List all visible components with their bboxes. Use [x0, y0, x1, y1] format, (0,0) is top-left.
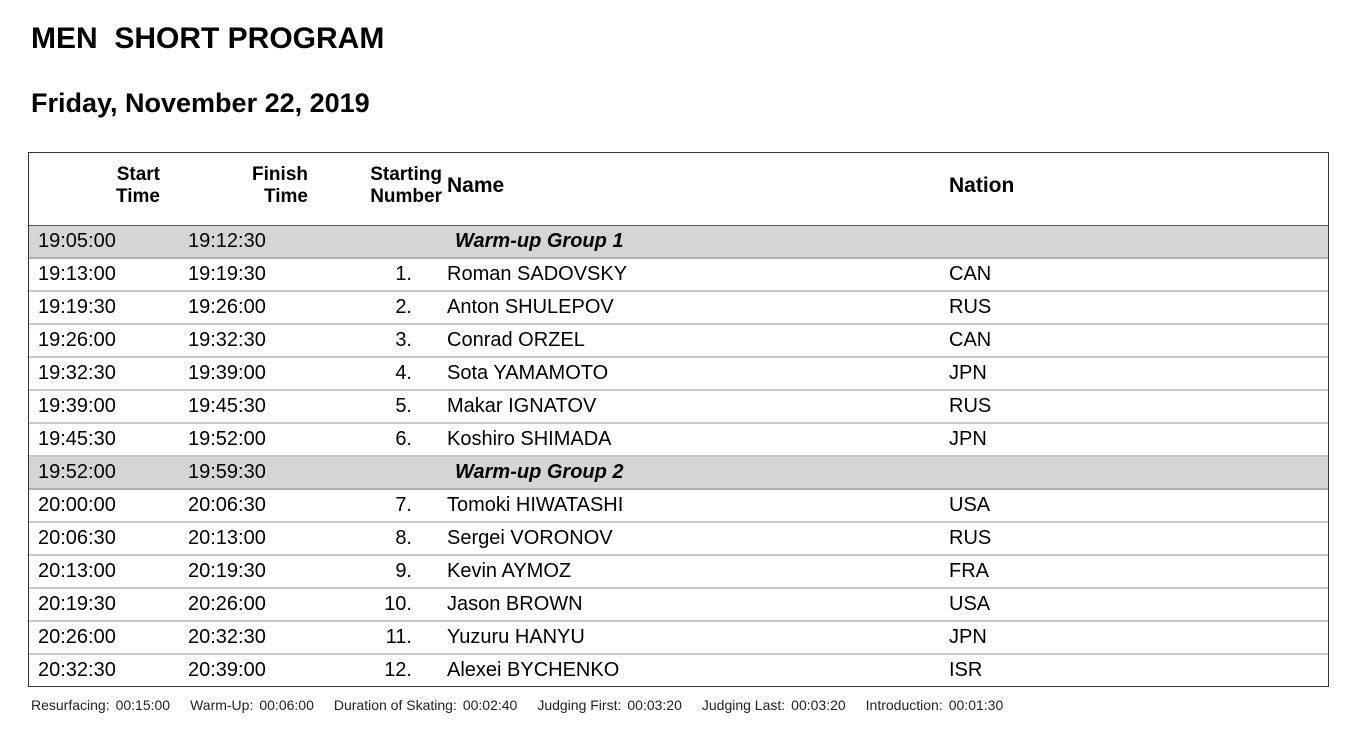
- start-time-cell: 19:45:30: [38, 428, 116, 450]
- finish-time-cell: 20:39:00: [188, 659, 266, 681]
- nation-cell: ISR: [949, 659, 983, 681]
- warmup-group-label: Warm-up Group 1: [455, 230, 624, 252]
- footer-timing-item: [537, 697, 682, 713]
- nation-cell: JPN: [949, 428, 987, 450]
- skater-name-cell: Makar IGNATOV: [447, 395, 597, 417]
- finish-time-cell: 19:12:30: [188, 230, 266, 252]
- footer-timing-value: 00:15:00: [115, 697, 171, 713]
- footer-timing-item: [866, 697, 1004, 713]
- finish-time-cell: 19:52:00: [188, 428, 266, 450]
- table-row: [29, 358, 1328, 391]
- starting-number-cell: 2.: [395, 296, 412, 318]
- finish-time-cell: 19:19:30: [188, 263, 266, 285]
- footer-timing-item: [334, 697, 517, 713]
- skater-name-cell: Anton SHULEPOV: [447, 296, 614, 318]
- starting-number-cell: 1.: [395, 263, 412, 285]
- starting-number-cell: 4.: [395, 362, 412, 384]
- footer-timing-value: 00:06:00: [259, 697, 314, 713]
- starting-number-cell: 11.: [385, 626, 412, 648]
- header-finish-line2: Time: [263, 186, 308, 207]
- timing-footer: [31, 697, 1023, 713]
- table-row: [29, 424, 1328, 457]
- start-time-cell: 19:26:00: [38, 329, 116, 351]
- starting-number-cell: 10.: [384, 593, 412, 615]
- nation-cell: RUS: [949, 296, 992, 318]
- footer-timing-label: Introduction:: [865, 697, 943, 713]
- skater-name-cell: Sergei VORONOV: [447, 527, 613, 549]
- table-row: [29, 589, 1328, 622]
- header-start-line1: Start: [116, 164, 160, 185]
- nation-cell: USA: [949, 593, 991, 615]
- footer-timing-item: [31, 697, 170, 713]
- nation-cell: RUS: [949, 395, 992, 417]
- starting-number-cell: 3.: [395, 329, 412, 351]
- finish-time-cell: 19:39:00: [188, 362, 266, 384]
- footer-timing-label: Warm-Up:: [190, 697, 254, 713]
- table-row: [29, 622, 1328, 655]
- table-row: [29, 325, 1328, 358]
- nation-cell: JPN: [949, 362, 987, 384]
- header-num-line2: Number: [370, 186, 442, 207]
- table-row: [29, 292, 1328, 325]
- header-start-time: [116, 164, 160, 208]
- footer-timing-item: [702, 697, 846, 713]
- skater-name-cell: Koshiro SHIMADA: [447, 428, 612, 450]
- nation-cell: JPN: [949, 626, 987, 648]
- event-date: Friday, November 22, 2019: [31, 88, 370, 118]
- finish-time-cell: 20:19:30: [188, 560, 266, 582]
- page-title: MEN SHORT PROGRAM: [31, 22, 385, 55]
- start-time-cell: 19:13:00: [38, 263, 116, 285]
- table-row: [29, 655, 1328, 686]
- start-time-cell: 20:19:30: [38, 593, 116, 615]
- table-row: [29, 391, 1328, 424]
- nation-cell: RUS: [949, 527, 992, 549]
- finish-time-cell: 19:45:30: [188, 395, 266, 417]
- finish-time-cell: 19:32:30: [188, 329, 266, 351]
- finish-time-cell: 19:59:30: [188, 461, 266, 483]
- schedule-table: [28, 152, 1329, 687]
- warmup-group-row: [29, 457, 1328, 490]
- starting-number-cell: 9.: [395, 560, 412, 582]
- table-row: [29, 490, 1328, 523]
- starting-number-cell: 12.: [384, 659, 412, 681]
- header-nation: Nation: [949, 174, 1015, 197]
- start-time-cell: 19:52:00: [38, 461, 116, 483]
- finish-time-cell: 20:32:30: [188, 626, 266, 648]
- start-time-cell: 20:32:30: [38, 659, 116, 681]
- table-row: [29, 556, 1328, 589]
- header-starting-number: [370, 164, 442, 208]
- footer-timing-label: Resurfacing:: [31, 697, 110, 713]
- skater-name-cell: Kevin AYMOZ: [447, 560, 572, 582]
- start-time-cell: 20:00:00: [38, 494, 116, 516]
- skater-name-cell: Jason BROWN: [447, 593, 583, 615]
- footer-timing-label: Duration of Skating:: [333, 697, 457, 713]
- table-row: [29, 259, 1328, 292]
- finish-time-cell: 20:13:00: [188, 527, 266, 549]
- footer-timing-value: 00:01:30: [948, 697, 1004, 713]
- footer-timing-label: Judging Last:: [701, 697, 786, 713]
- header-finish-line1: Finish: [252, 164, 308, 185]
- start-time-cell: 19:19:30: [38, 296, 116, 318]
- nation-cell: FRA: [949, 560, 989, 582]
- finish-time-cell: 20:06:30: [188, 494, 266, 516]
- skater-name-cell: Yuzuru HANYU: [447, 626, 585, 648]
- warmup-group-label: Warm-up Group 2: [455, 461, 624, 483]
- start-time-cell: 20:26:00: [38, 626, 116, 648]
- skater-name-cell: Alexei BYCHENKO: [447, 659, 620, 681]
- starting-number-cell: 8.: [395, 527, 412, 549]
- footer-timing-value: 00:03:20: [791, 697, 846, 713]
- skater-name-cell: Roman SADOVSKY: [447, 263, 628, 285]
- skater-name-cell: Sota YAMAMOTO: [447, 362, 609, 384]
- table-header: [29, 153, 1328, 226]
- header-start-line2: Time: [115, 186, 160, 207]
- finish-time-cell: 19:26:00: [188, 296, 266, 318]
- footer-timing-value: 00:02:40: [462, 697, 518, 713]
- starting-number-cell: 7.: [395, 494, 412, 516]
- start-time-cell: 20:13:00: [38, 560, 116, 582]
- nation-cell: USA: [949, 494, 991, 516]
- footer-timing-item: [190, 697, 314, 713]
- start-time-cell: 19:05:00: [38, 230, 116, 252]
- header-finish-time: [252, 164, 308, 208]
- warmup-group-row: [29, 226, 1328, 259]
- finish-time-cell: 20:26:00: [188, 593, 266, 615]
- start-time-cell: 20:06:30: [38, 527, 116, 549]
- skater-name-cell: Conrad ORZEL: [447, 329, 585, 351]
- nation-cell: CAN: [949, 263, 992, 285]
- header-name: Name: [447, 174, 505, 197]
- starting-number-cell: 5.: [395, 395, 412, 417]
- nation-cell: CAN: [949, 329, 992, 351]
- header-num-line1: Starting: [370, 164, 442, 185]
- table-row: [29, 523, 1328, 556]
- start-time-cell: 19:39:00: [38, 395, 116, 417]
- starting-number-cell: 6.: [395, 428, 412, 450]
- footer-timing-label: Judging First:: [537, 697, 622, 713]
- footer-timing-value: 00:03:20: [627, 697, 682, 713]
- table-body: [29, 226, 1328, 686]
- start-time-cell: 19:32:30: [38, 362, 116, 384]
- skater-name-cell: Tomoki HIWATASHI: [447, 494, 624, 516]
